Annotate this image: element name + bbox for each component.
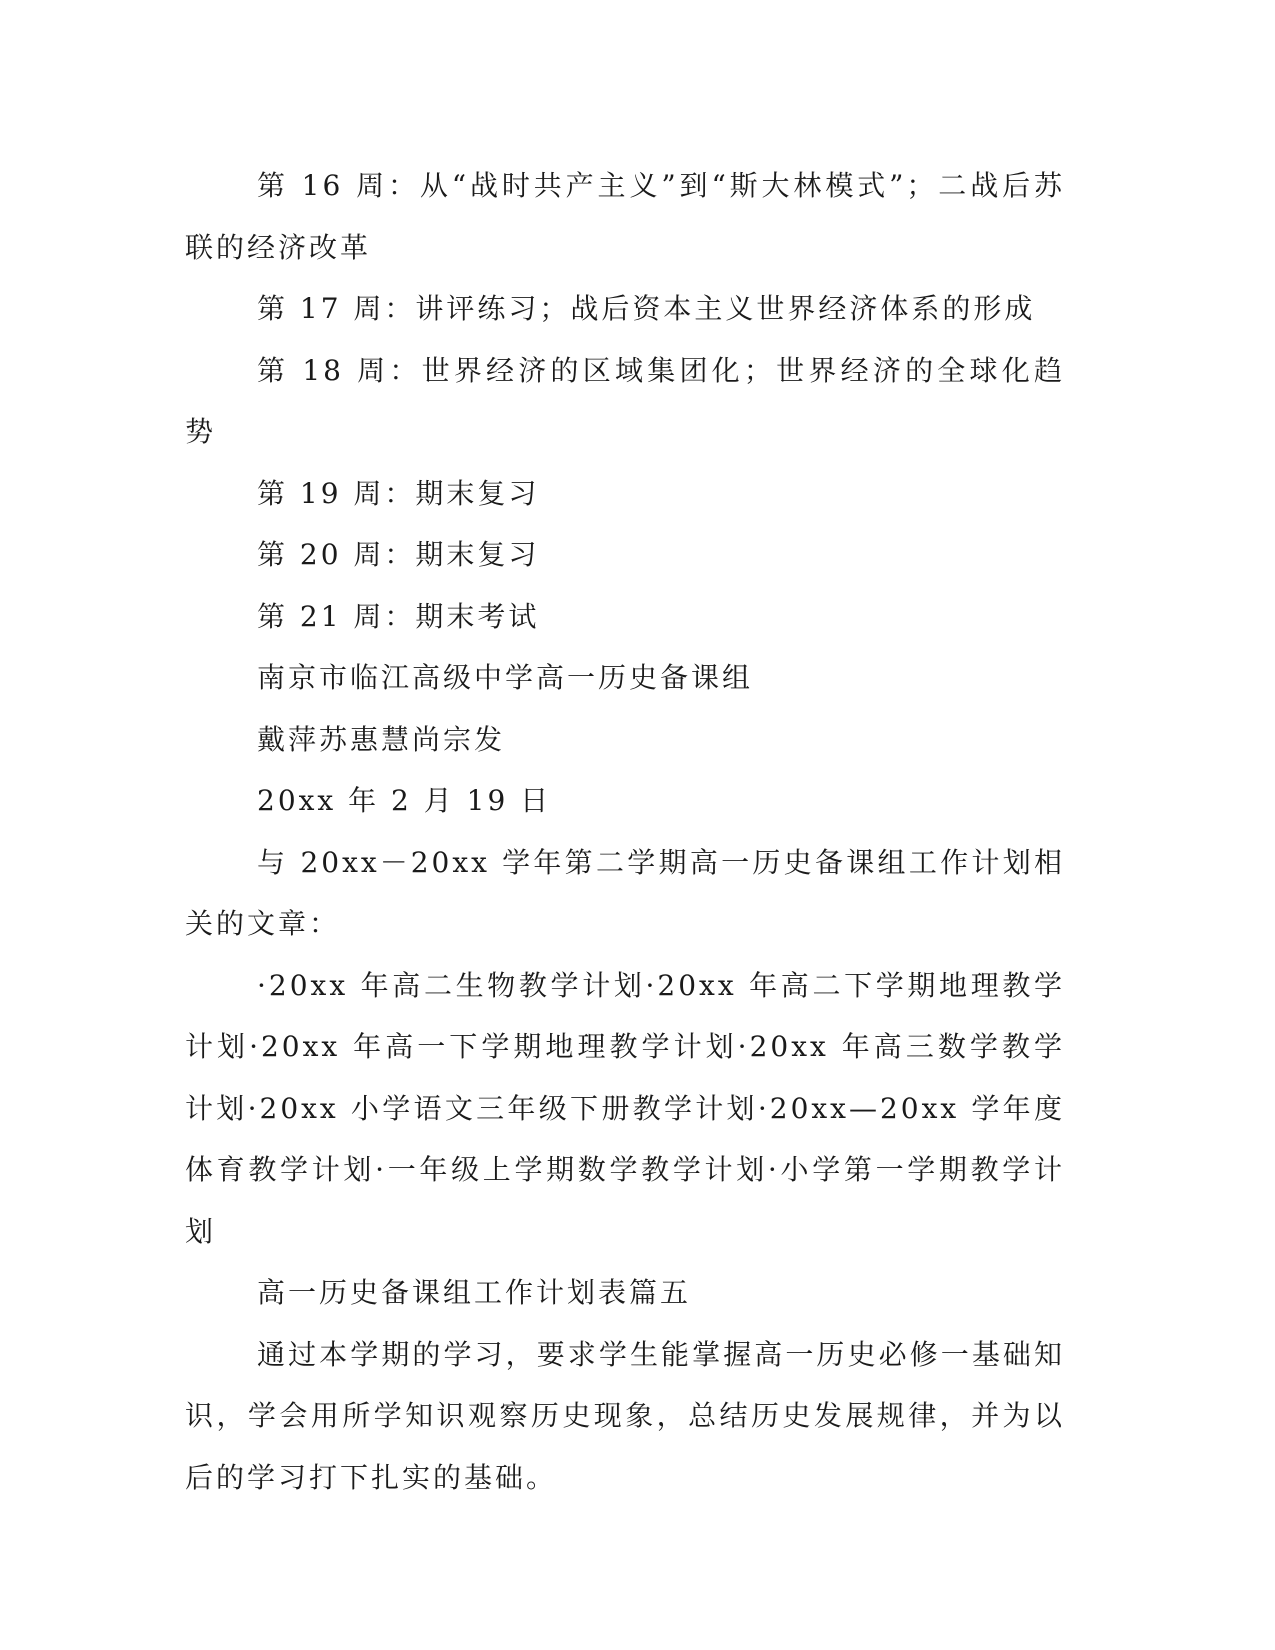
paragraph-week-19: 第 19 周：期末复习 xyxy=(257,476,540,510)
paragraph-week-18: 第 18 周：世界经济的区域集团化；世界经济的全球化趋势 xyxy=(185,353,1065,448)
paragraph-related-heading: 与 20xx－20xx 学年第二学期高一历史备课组工作计划相关的文章： xyxy=(185,845,1065,940)
paragraph-week-20: 第 20 周：期末复习 xyxy=(257,538,540,571)
paragraph-authors: 戴萍苏惠慧尚宗发 xyxy=(257,722,506,756)
paragraph-section-title: 高一历史备课组工作计划表篇五 xyxy=(257,1276,692,1309)
paragraph-school-group: 南京市临江高级中学高一历史备课组 xyxy=(257,661,754,694)
paragraph-week-17: 第 17 周：讲评练习；战后资本主义世界经济体系的形成 xyxy=(257,292,1036,325)
paragraph-week-16: 第 16 周：从“战时共产主义”到“斯大林模式”；二战后苏联的经济改革 xyxy=(185,169,1065,264)
paragraph-related-links: ·20xx 年高二生物教学计划·20xx 年高二下学期地理教学计划·20xx 年高一下学期地理教学计划·20xx 年高三数学教学计划·20xx 小学语文三年级下册教学计划·20xx—20xx 学年度体育教学计划·一年级上学期数学教学计划·小学第一学期教学计划 xyxy=(185,968,1065,1248)
paragraph-goal: 通过本学期的学习，要求学生能掌握高一历史必修一基础知识，学会用所学知识观察历史现象，总结历史发展规律，并为以后的学习打下扎实的基础。 xyxy=(185,1337,1065,1494)
paragraph-week-21: 第 21 周：期末考试 xyxy=(257,599,540,633)
paragraph-date: 20xx 年 2 月 19 日 xyxy=(257,784,552,817)
document-body xyxy=(185,155,1065,1508)
